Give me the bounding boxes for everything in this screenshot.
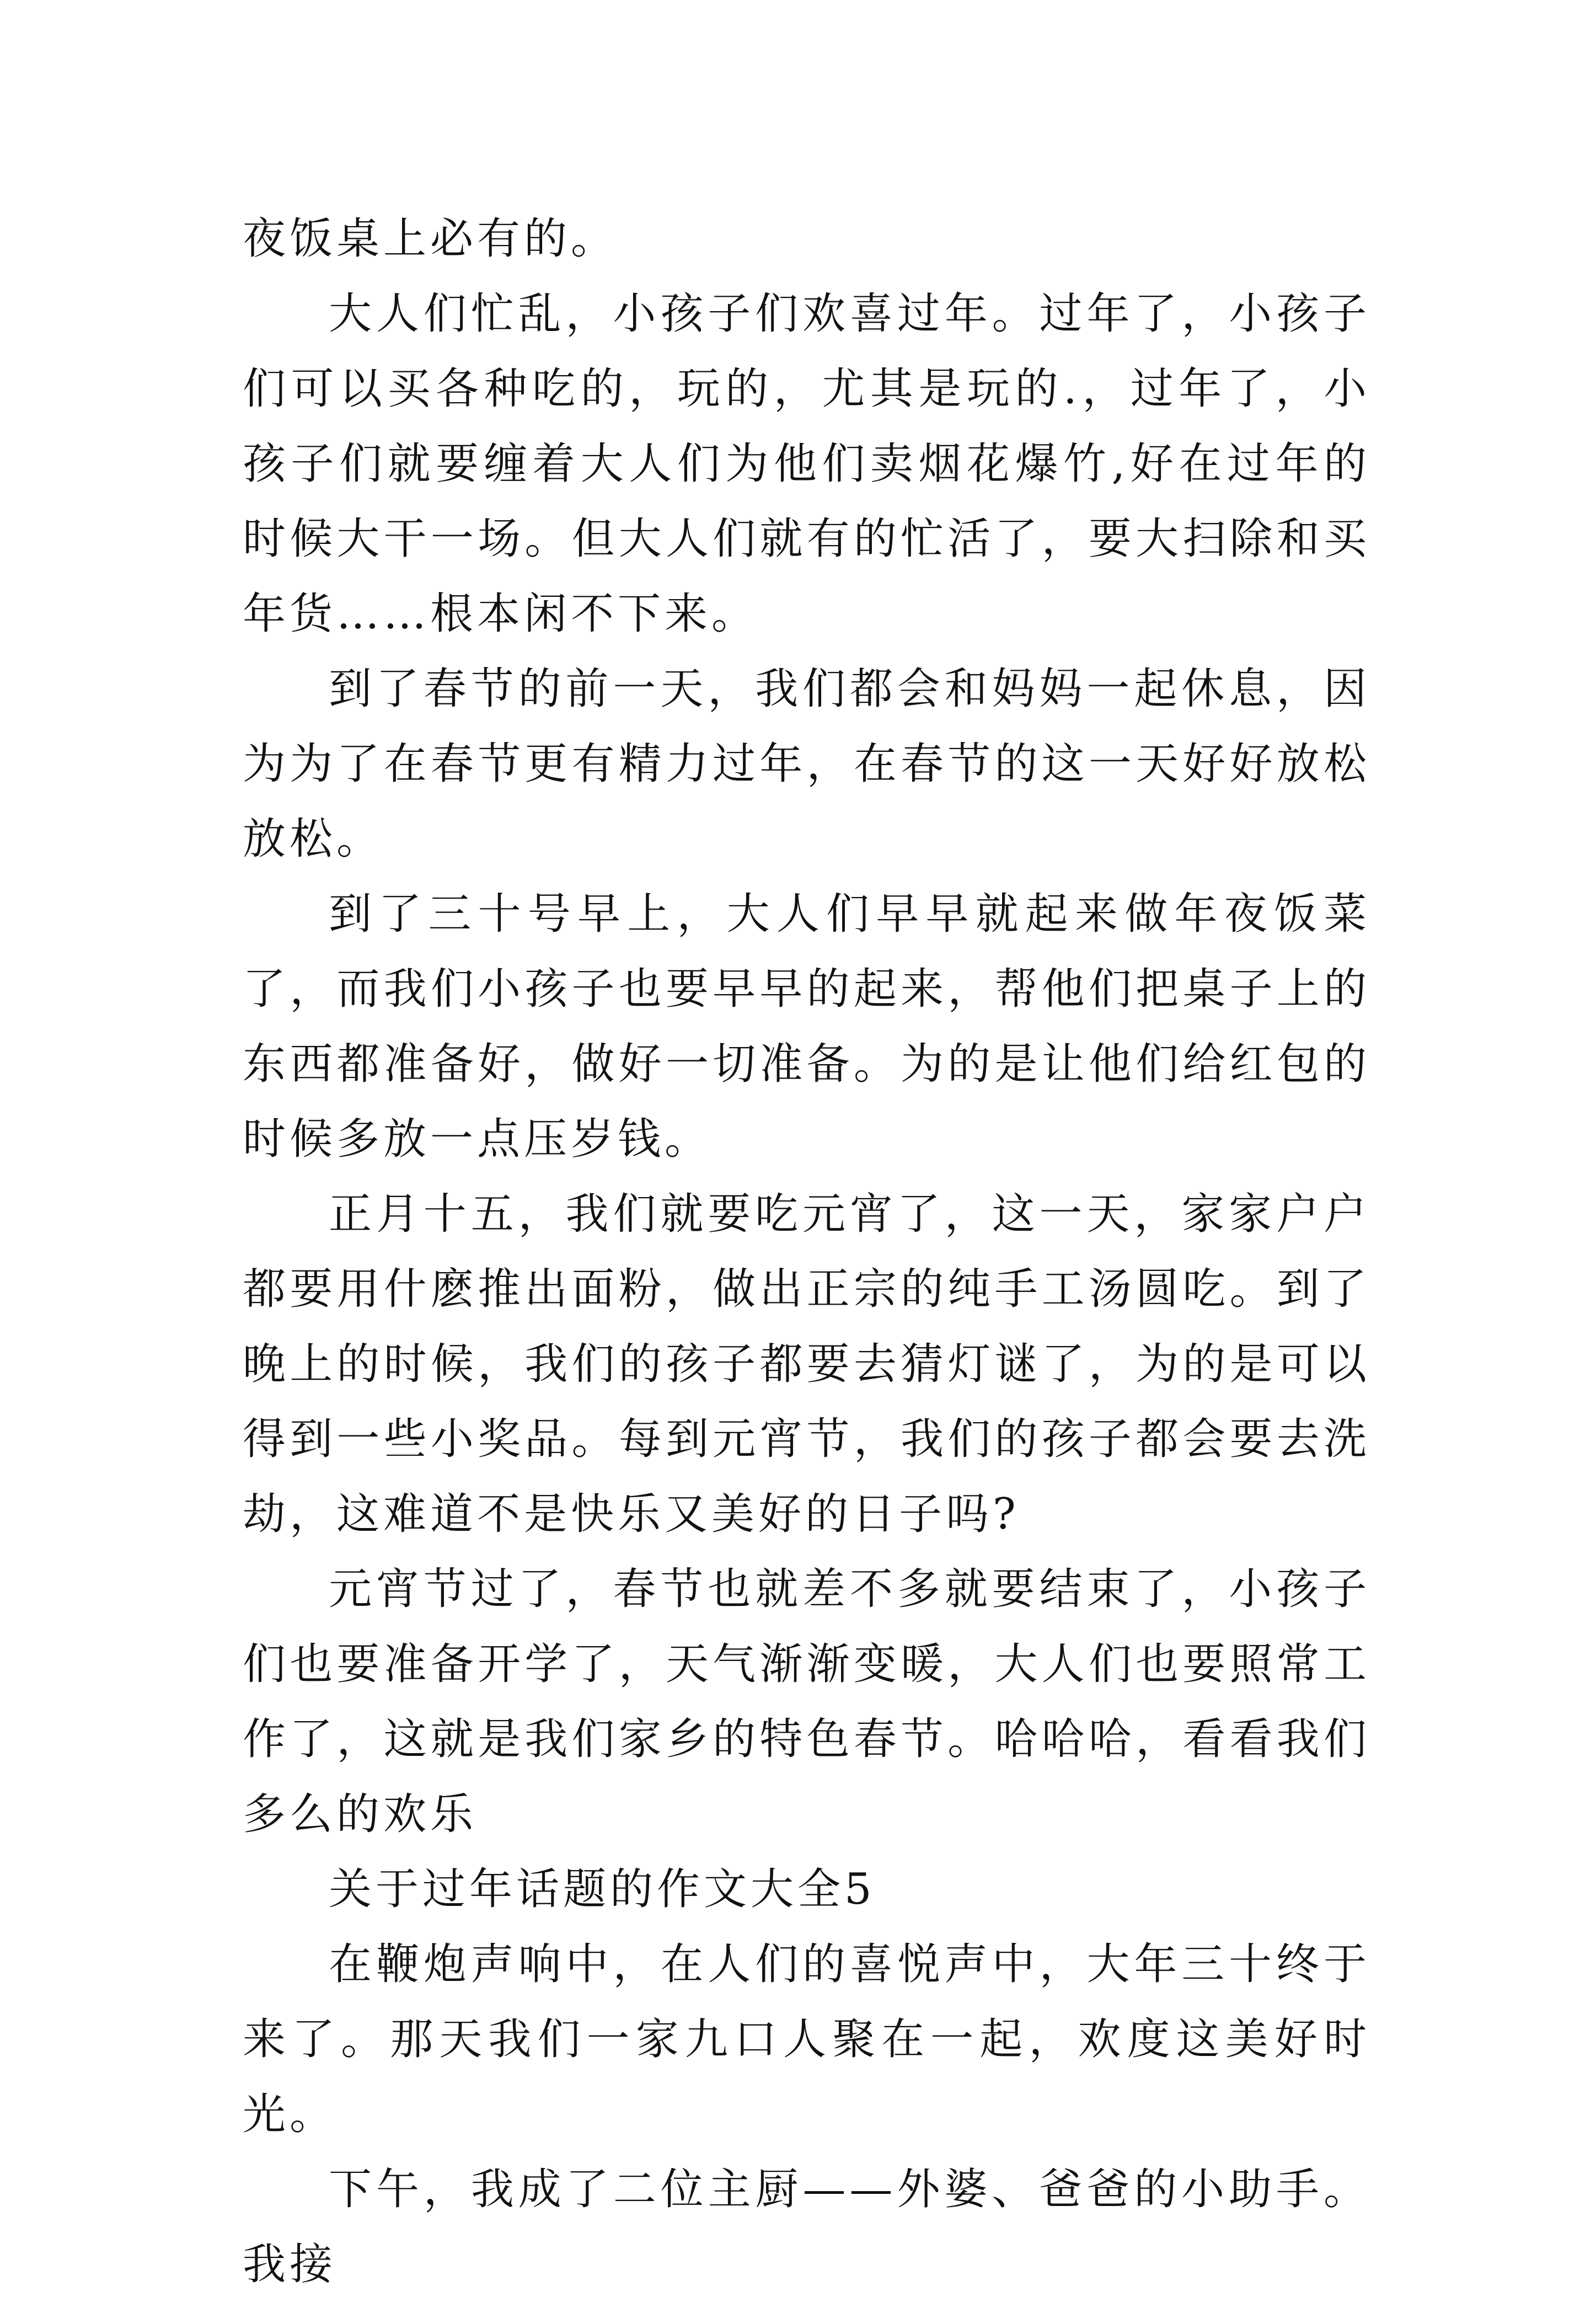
paragraph: 到了三十号早上，大人们早早就起来做年夜饭菜了，而我们小孩子也要早早的起来，帮他们把桌子上的东西都准备好，做好一切准备。为的是让他们给红包的时候多放一点压岁钱。 (243, 889, 1370, 1164)
paragraph-continuation: 夜饭桌上必有的。 (243, 214, 618, 264)
section-heading: 关于过年话题的作文大全5 (329, 1865, 876, 1914)
paragraph: 大人们忙乱，小孩子们欢喜过年。过年了，小孩子们可以买各种吃的，玩的，尤其是玩的.，过年了，小孩子们就要缠着大人们为他们卖烟花爆竹,好在过年的时候大干一场。但大人们就有的忙活了，要大扫除和买年货……根本闲不下来。 (243, 289, 1370, 639)
paragraph: 元宵节过了，春节也就差不多就要结束了，小孩子们也要准备开学了，天气渐渐变暖，大人们也要照常工作了，这就是我们家乡的特色春节。哈哈哈，看看我们多么的欢乐 (243, 1564, 1370, 1839)
paragraph: 到了春节的前一天，我们都会和妈妈一起休息，因为为了在春节更有精力过年，在春节的这一天好好放松放松。 (243, 664, 1370, 864)
paragraph: 下午，我成了二位主厨——外婆、爸爸的小助手。我接 (243, 2165, 1370, 2289)
document-body (243, 201, 1370, 2302)
paragraph: 在鞭炮声响中，在人们的喜悦声中，大年三十终于来了。那天我们一家九口人聚在一起，欢度这美好时光。 (243, 1940, 1370, 2139)
paragraph: 正月十五，我们就要吃元宵了，这一天，家家户户都要用什麽推出面粉，做出正宗的纯手工汤圆吃。到了晚上的时候，我们的孩子都要去猜灯谜了，为的是可以得到一些小奖品。每到元宵节，我们的孩子都会要去洗劫，这难道不是快乐又美好的日子吗? (243, 1189, 1370, 1539)
